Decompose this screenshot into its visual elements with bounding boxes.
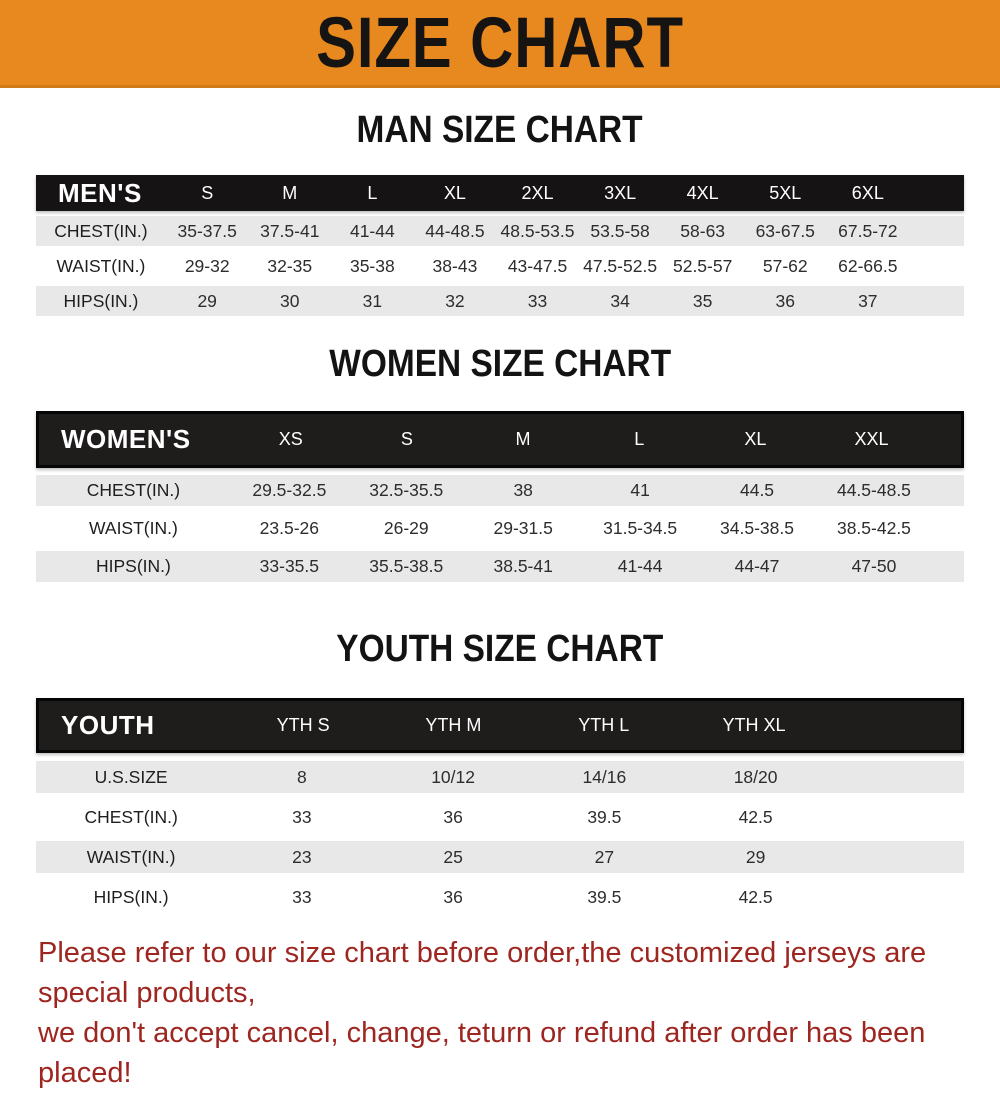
- men-hips-row: [36, 286, 964, 316]
- women-table-header-row: [36, 411, 964, 468]
- row-label: CHEST(IN.): [86, 480, 181, 500]
- header-cell: 2XL: [521, 182, 554, 203]
- size-chart-banner: [0, 0, 1000, 88]
- size-cell: 41-44: [349, 220, 395, 241]
- women-size-table: [36, 411, 964, 582]
- size-cell: 29.5-32.5: [252, 480, 327, 500]
- banner-title: SIZE CHART: [316, 2, 684, 83]
- size-cell: 27: [594, 846, 615, 867]
- order-notice-line2: we don't accept cancel, change, teturn or refund after order has been placed!: [38, 1017, 926, 1089]
- size-cell: 23.5-26: [259, 518, 320, 538]
- size-cell: 29-31.5: [493, 518, 553, 538]
- size-cell: 26-29: [383, 518, 429, 538]
- men-section-title: [0, 109, 1000, 156]
- header-cell: XL: [744, 429, 767, 449]
- youth-size-table: [36, 698, 964, 913]
- size-cell: 14/16: [582, 766, 627, 787]
- size-cell: 29-32: [184, 255, 230, 276]
- size-cell: 36: [443, 806, 463, 827]
- size-cell: 25: [443, 846, 463, 867]
- header-cell: S: [400, 429, 413, 449]
- size-cell: 8: [296, 766, 307, 787]
- row-label: HIPS(IN.): [93, 886, 169, 907]
- youth-hips-row: [36, 881, 964, 913]
- women-chest-row: [36, 475, 964, 506]
- row-label: HIPS(IN.): [96, 556, 171, 576]
- header-cell: 6XL: [851, 182, 884, 203]
- men-table-header-row: [36, 175, 964, 211]
- size-cell: 35-37.5: [177, 220, 237, 241]
- men-header-label: MEN'S: [58, 177, 142, 208]
- size-cell: 41: [630, 480, 650, 500]
- size-cell: 35: [692, 290, 713, 311]
- size-cell: 57-62: [762, 255, 808, 276]
- size-cell: 18/20: [733, 766, 778, 787]
- women-size-chart-section: [0, 343, 1000, 582]
- row-label: WAIST(IN.): [86, 846, 176, 867]
- youth-size-chart-section: [0, 628, 1000, 913]
- size-cell: 43-47.5: [507, 255, 568, 276]
- women-header-label: WOMEN'S: [61, 424, 191, 454]
- size-cell: 44-48.5: [425, 220, 485, 241]
- header-cell: S: [201, 182, 214, 203]
- men-waist-row: [36, 251, 964, 281]
- header-cell: YTH S: [276, 715, 330, 735]
- size-cell: 47-50: [851, 556, 897, 576]
- men-section-title-text: MAN SIZE CHART: [356, 109, 644, 151]
- youth-header-label: YOUTH: [61, 710, 155, 740]
- size-cell: 67.5-72: [838, 220, 898, 241]
- size-cell: 38: [513, 480, 533, 500]
- youth-chest-row: [36, 801, 964, 833]
- youth-section-title-text: YOUTH SIZE CHART: [336, 628, 664, 670]
- size-cell: 48.5-53.5: [500, 220, 575, 241]
- size-cell: 39.5: [587, 806, 622, 827]
- size-cell: 37: [858, 290, 878, 311]
- size-cell: 35-38: [349, 255, 395, 276]
- size-cell: 44.5-48.5: [836, 480, 911, 500]
- header-cell: L: [634, 429, 645, 449]
- row-label: HIPS(IN.): [63, 290, 139, 311]
- header-cell: L: [367, 182, 378, 203]
- men-chest-row: [36, 216, 964, 246]
- size-cell: 31.5-34.5: [603, 518, 678, 538]
- size-cell: 38.5-42.5: [836, 518, 911, 538]
- header-cell: M: [282, 182, 298, 203]
- header-cell: YTH XL: [722, 715, 786, 735]
- header-cell: XXL: [854, 429, 889, 449]
- women-waist-row: [36, 513, 964, 544]
- row-label: CHEST(IN.): [54, 220, 148, 241]
- size-cell: 34.5-38.5: [720, 518, 794, 538]
- size-cell: 23: [292, 846, 312, 867]
- size-cell: 52.5-57: [672, 255, 733, 276]
- size-cell: 42.5: [738, 806, 773, 827]
- women-hips-row: [36, 551, 964, 582]
- row-label: WAIST(IN.): [56, 255, 146, 276]
- size-cell: 29: [197, 290, 217, 311]
- size-cell: 33: [527, 290, 548, 311]
- size-cell: 32.5-35.5: [369, 480, 444, 500]
- size-cell: 38-43: [432, 255, 478, 276]
- header-cell: 4XL: [686, 182, 719, 203]
- size-cell: 32-35: [267, 255, 313, 276]
- header-cell: 5XL: [769, 182, 802, 203]
- header-cell: YTH L: [578, 715, 630, 735]
- women-section-title: [0, 343, 1000, 390]
- youth-section-title: [0, 628, 1000, 675]
- size-cell: 39.5: [587, 886, 622, 907]
- header-cell: 3XL: [604, 182, 637, 203]
- size-cell: 62-66.5: [838, 255, 898, 276]
- size-cell: 30: [280, 290, 300, 311]
- order-notice-line1: Please refer to our size chart before order,the customized jerseys are special products,: [38, 937, 927, 1009]
- size-cell: 44.5: [739, 480, 775, 500]
- row-label: WAIST(IN.): [89, 518, 178, 538]
- size-cell: 37.5-41: [260, 220, 320, 241]
- youth-table-header-row: [36, 698, 964, 753]
- size-cell: 34: [610, 290, 630, 311]
- men-size-chart-section: [0, 109, 1000, 316]
- size-cell: 33: [292, 886, 312, 907]
- size-cell: 36: [775, 290, 795, 311]
- size-cell: 36: [443, 886, 463, 907]
- row-label: U.S.SIZE: [94, 766, 168, 787]
- header-cell: XL: [443, 182, 466, 203]
- size-cell: 29: [745, 846, 766, 867]
- size-cell: 33: [292, 806, 312, 827]
- size-cell: 38.5-41: [493, 556, 553, 576]
- header-cell: M: [515, 429, 531, 449]
- size-cell: 44-47: [734, 556, 780, 576]
- size-cell: 10/12: [431, 766, 475, 787]
- size-cell: 42.5: [738, 886, 773, 907]
- header-cell: XS: [278, 429, 303, 449]
- women-section-title-text: WOMEN SIZE CHART: [329, 343, 671, 385]
- header-cell: YTH M: [425, 715, 482, 735]
- size-cell: 47.5-52.5: [583, 255, 658, 276]
- size-cell: 32: [445, 290, 465, 311]
- size-cell: 63-67.5: [755, 220, 815, 241]
- youth-waist-row: [36, 841, 964, 873]
- size-cell: 41-44: [617, 556, 663, 576]
- size-cell: 31: [362, 290, 383, 311]
- size-cell: 58-63: [680, 220, 726, 241]
- size-cell: 35.5-38.5: [369, 556, 444, 576]
- men-size-table: [36, 175, 964, 316]
- youth-ussize-row: [36, 761, 964, 793]
- size-cell: 33-35.5: [259, 556, 320, 576]
- size-cell: 53.5-58: [590, 220, 650, 241]
- row-label: CHEST(IN.): [84, 806, 178, 827]
- order-notice: [38, 933, 990, 1093]
